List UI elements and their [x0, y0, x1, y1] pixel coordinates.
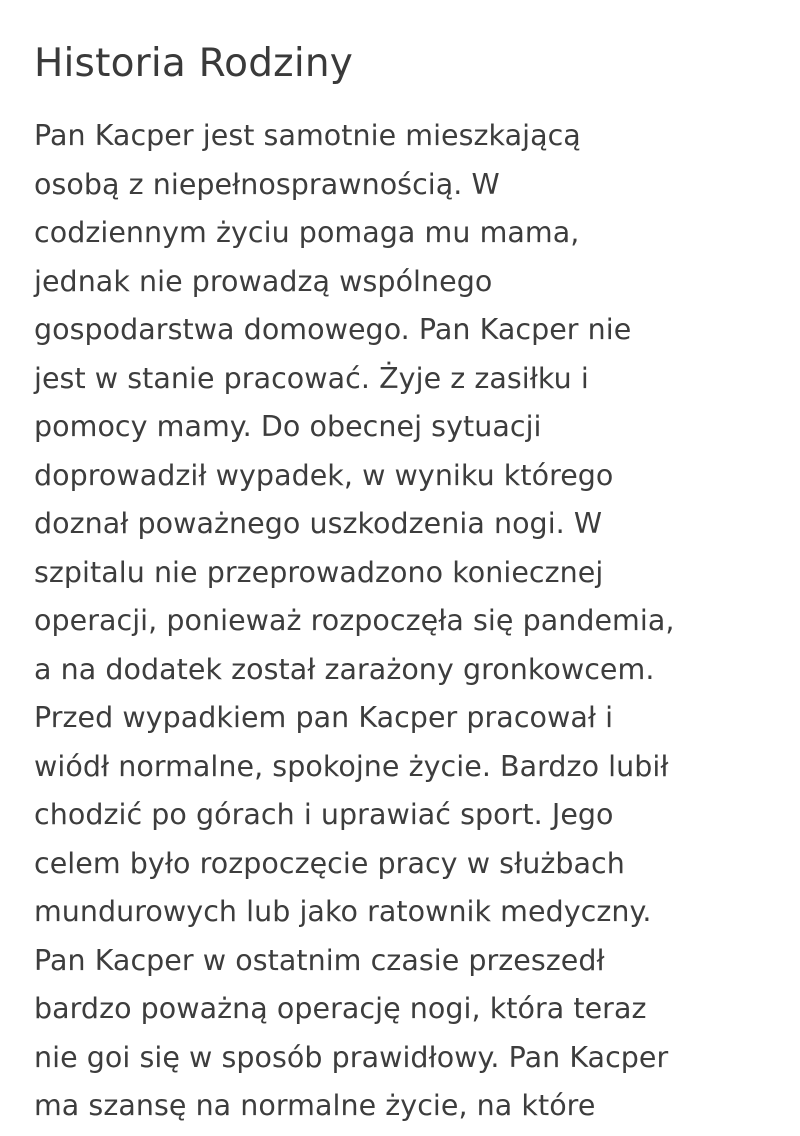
story-line: gospodarstwa domowego. Pan Kacper nie	[34, 313, 632, 346]
story-line: osobą z niepełnosprawnością. W	[34, 167, 500, 201]
story-line: Pan Kacper jest samotnie mieszkającą	[34, 119, 581, 152]
story-line: operacji, ponieważ rozpoczęła się pandemia,	[34, 604, 675, 637]
story-line: doprowadził wypadek, w wyniku którego	[34, 458, 614, 492]
story-line: wiódł normalne, spokojne życie. Bardzo lubił	[34, 749, 669, 783]
story-line: nie goi się w sposób prawidłowy. Pan Kacper	[34, 1040, 669, 1074]
story-line: pomocy mamy. Do obecnej sytuacji	[34, 410, 542, 443]
story-line: codziennym życiu pomaga mu mama,	[34, 216, 580, 249]
story-line: chodzić po górach i uprawiać sport. Jego	[34, 798, 614, 831]
story-line: ma szansę na normalne życie, na które	[34, 1089, 596, 1122]
story-line: mundurowych lub jako ratownik medyczny.	[34, 895, 652, 928]
page-title: Historia Rodziny	[34, 41, 354, 86]
story-line: jest w stanie pracować. Żyje z zasiłku i	[34, 361, 589, 395]
story-body	[34, 112, 800, 1131]
story-line: jednak nie prowadzą wspólnego	[34, 264, 493, 298]
story-line: szpitalu nie przeprowadzono koniecznej	[34, 555, 604, 589]
story-line: Przed wypadkiem pan Kacper pracował i	[34, 701, 614, 734]
story-line: Pan Kacper w ostatnim czasie przeszedł	[34, 943, 605, 977]
story-line: celem było rozpoczęcie pracy w służbach	[34, 846, 625, 880]
story-line: doznał poważnego uszkodzenia nogi. W	[34, 507, 603, 540]
story-line: a na dodatek został zarażony gronkowcem.	[34, 652, 655, 686]
story-line: bardzo poważną operację nogi, która teraz	[34, 992, 647, 1025]
